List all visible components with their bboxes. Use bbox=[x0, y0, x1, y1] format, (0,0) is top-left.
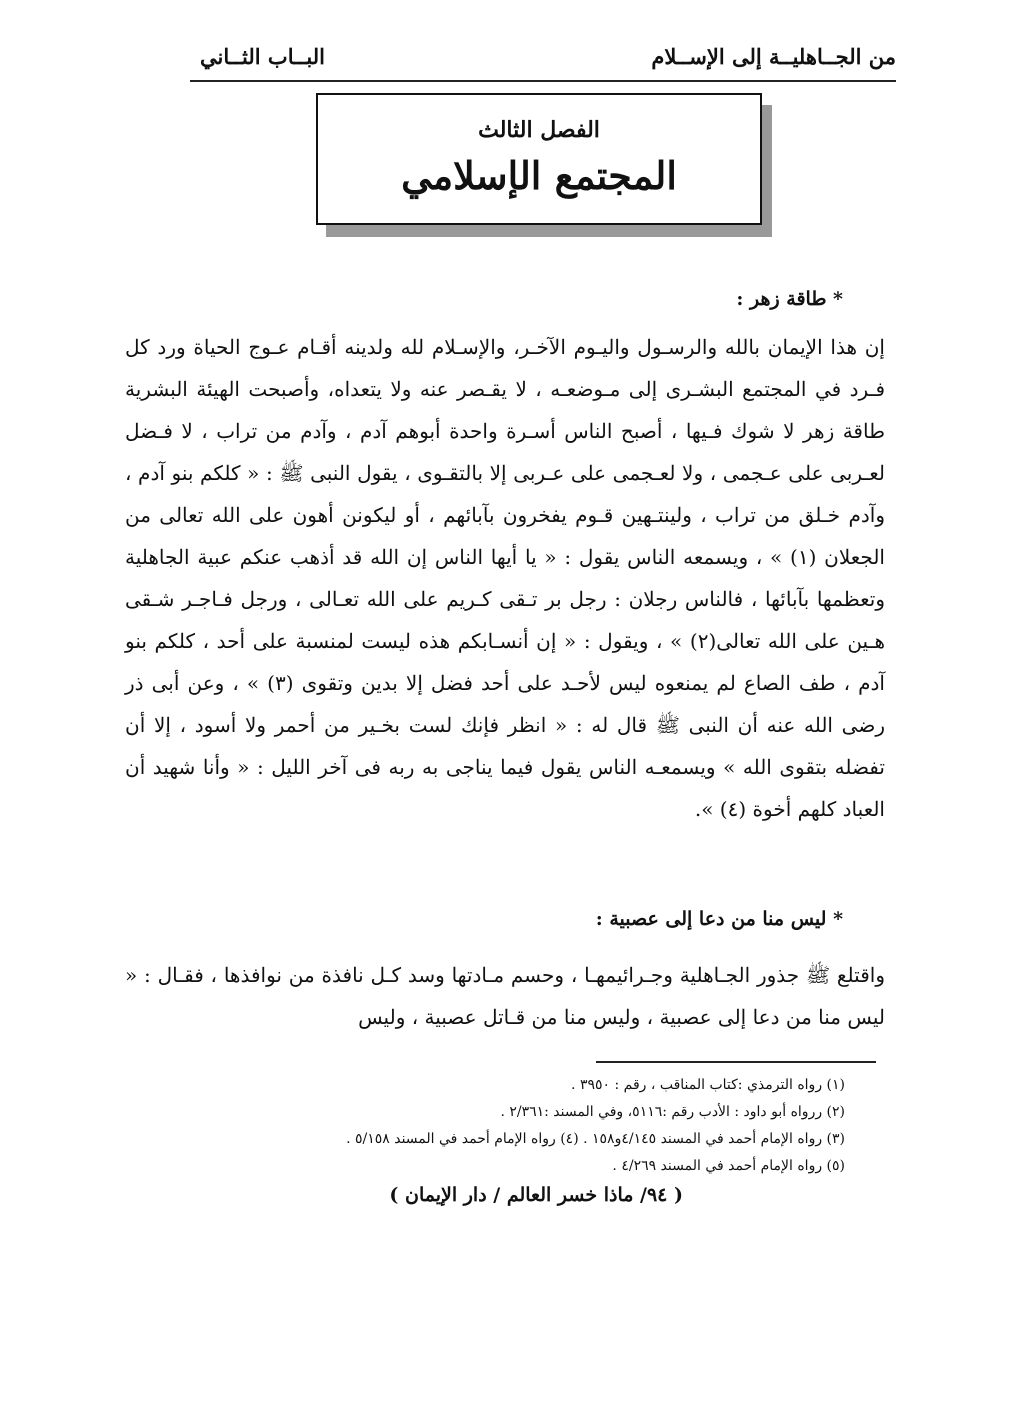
section-heading: * طاقة زهر : bbox=[736, 288, 843, 310]
chapter-title: المجتمع الإسلامي bbox=[401, 153, 677, 198]
footnote: (٢) ررواه أبو داود : الأدب رقم :٥١١٦، وفي المسند :٢/٣٦١ . bbox=[500, 1104, 845, 1120]
running-header-part: البــاب الثــاني bbox=[200, 44, 325, 69]
section-heading: * ليس منا من دعا إلى عصبية : bbox=[595, 908, 843, 930]
footnotes bbox=[125, 1072, 845, 1180]
running-header-book-title: من الجــاهليــة إلى الإســلام bbox=[651, 44, 896, 69]
running-header bbox=[190, 44, 896, 78]
footnote-separator bbox=[596, 1061, 876, 1063]
body-paragraph: واقتلع ﷺ جذور الجـاهلية وجـرائيمهـا ، وحسم مـادتها وسد كـل نافذة من نوافذها ، فقـال : « ليس منا من دعا إلى عصبية ، وليس منا من قـاتل عصبية ، وليس bbox=[125, 963, 885, 1029]
header-rule bbox=[190, 80, 896, 82]
chapter-title-box bbox=[316, 93, 762, 225]
chapter-label: الفصل الثالث bbox=[478, 117, 600, 143]
footnote: (٣) رواه الإمام أحمد في المسند ٤/١٤٥و١٥٨ . (٤) رواه الإمام أحمد في المسند ٥/١٥٨ . bbox=[346, 1131, 845, 1147]
footnote: (٥) رواه الإمام أحمد في المسند ٤/٢٦٩ . bbox=[612, 1158, 845, 1174]
body-paragraph: إن هذا الإيمان بالله والرسـول واليـوم الآخـر، والإسـلام لله ولدينه أقـام عـوج الحياة ورد كل فـرد في المجتمع البشـرى إلى مـوضعـه ، لا يقـصر عنه ولا يتعداه، وأصبحت الهيئة البشرية طاقة زهر لا شوك فـيها ، أصبح الناس أسـرة واحدة أبوهم آدم ، وآدم من تراب ، لا فـضل لعـربى على عـجمى ، ولا لعـجمى على عـربى إلا بالتقـوى ، يقول النبى ﷺ : « كلكم بنو آدم ، وآدم خـلق من تراب ، ولينتـهين قـوم يفخرون بآبائهم ، أو ليكونن أهون على الله تعالى من الجعلان (١) » ، ويسمعه الناس يقول : « يا أيها الناس إن الله قد أذهب عنكم عبية الجاهلية وتعظمها بآبائها ، فالناس رجلان : رجل بر تـقى كـريم على الله تعـالى ، ورجل فـاجـر شـقى هـين على الله تعالى(٢) » ، ويقول : « إن أنسـابكم هذه ليست لمنسبة على أحد ، كلكم بنو آدم ، طف الصاع لم يمنعوه ليس لأحـد على أحد فضل إلا بدين وتقوى (٣) » ، وعن أبى ذر رضى الله عنه أن النبى ﷺ قال له : « انظر فإنك لست بخـير من أحمر ولا أسود ، إلا أن تفضله بتقوى الله » ويسمعـه الناس يقول فيما يناجى به ربه فى آخر الليل : « وأنا شهيد أن العباد كلهم أخوة (٤) ». bbox=[125, 335, 885, 821]
footnote: (١) رواه الترمذي :كتاب المناقب ، رقم : ٣٩٥٠ . bbox=[571, 1077, 845, 1093]
page-footer-text: ( ٩٤/ ماذا خسر العالم / دار الإيمان ) bbox=[389, 1184, 683, 1206]
